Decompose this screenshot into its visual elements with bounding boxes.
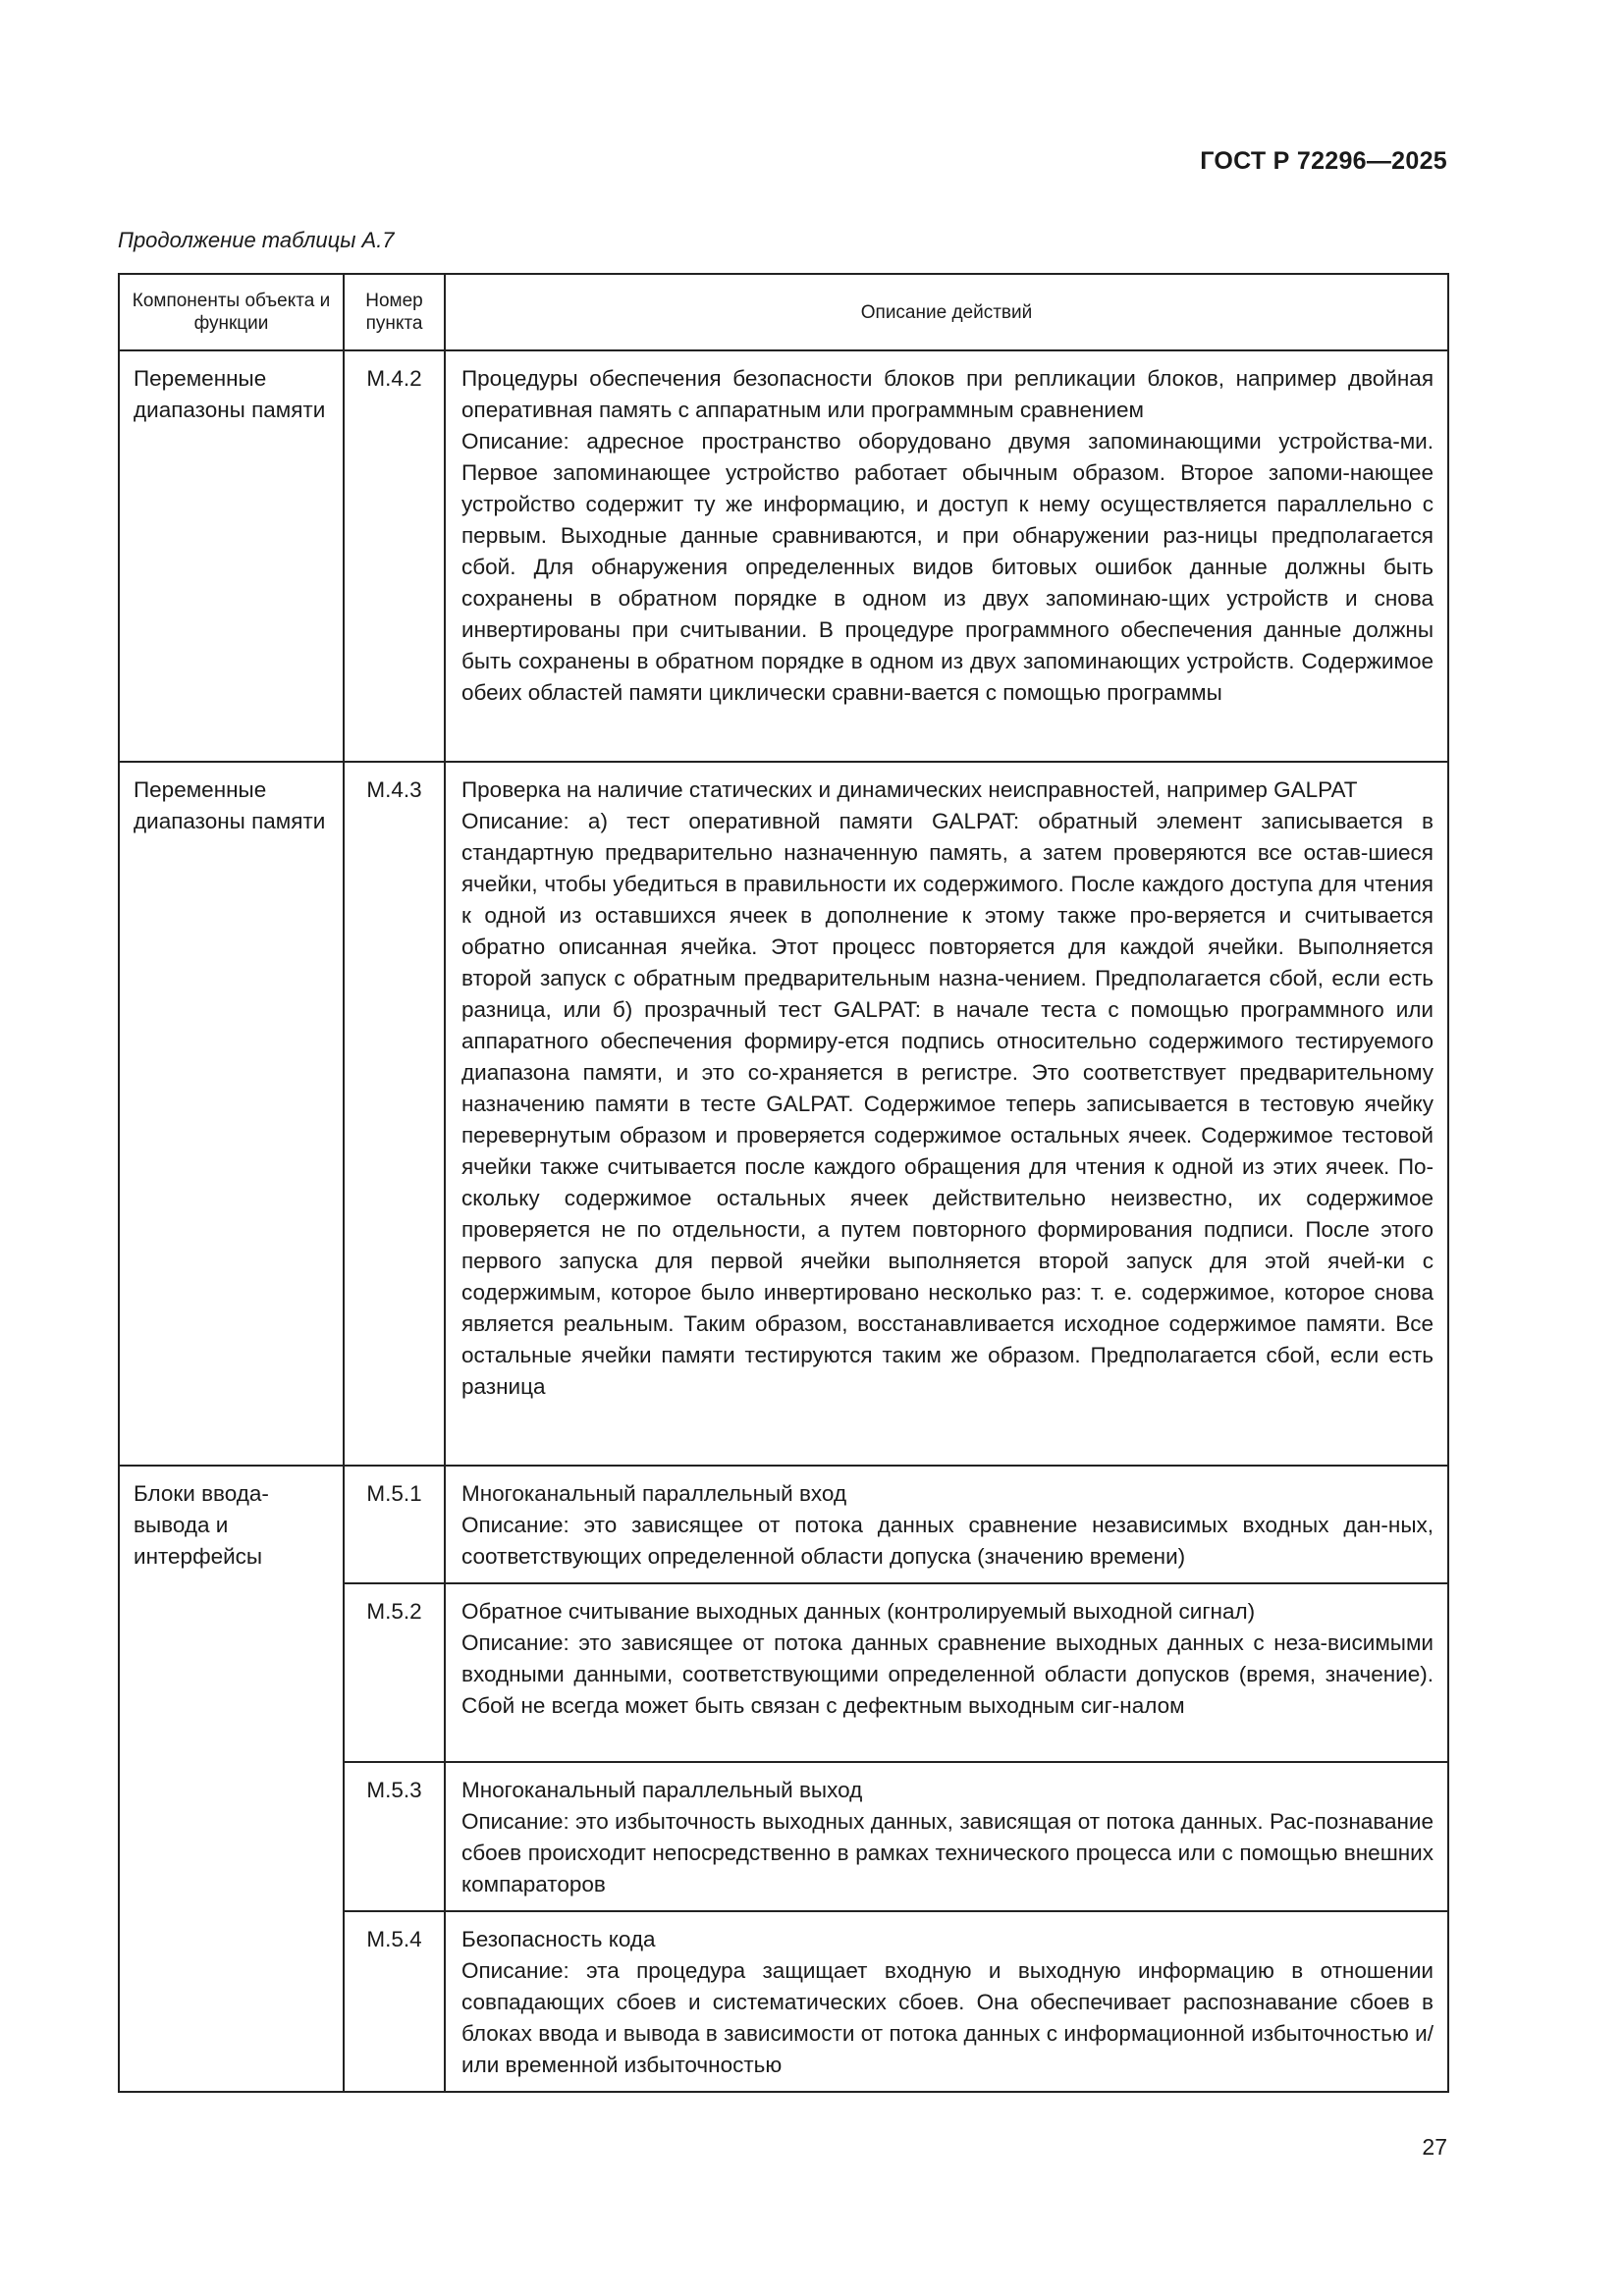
description-cell xyxy=(445,1762,1448,1911)
description-title: Обратное считывание выходных данных (контролируемый выходной сигнал) xyxy=(461,1599,1256,1624)
description-cell xyxy=(445,1466,1448,1583)
description-cell xyxy=(445,1911,1448,2092)
header-number: Номер пункта xyxy=(344,274,445,350)
component-cell: Переменные диапазоны памяти xyxy=(119,350,344,762)
description-title: Проверка на наличие статических и динамических неисправностей, например GALPAT xyxy=(461,777,1358,802)
table-row xyxy=(119,762,1448,1466)
description-cell xyxy=(445,762,1448,1466)
description-title: Многоканальный параллельный вход xyxy=(461,1481,847,1506)
component-cell: Переменные диапазоны памяти xyxy=(119,762,344,1466)
description-title: Многоканальный параллельный выход xyxy=(461,1778,863,1802)
table-row xyxy=(119,1466,1448,1583)
actions-table xyxy=(118,273,1449,2093)
item-number-cell: М.4.3 xyxy=(344,762,445,1466)
item-number-cell: М.5.1 xyxy=(344,1466,445,1583)
description-title: Безопасность кода xyxy=(461,1927,656,1951)
header-components: Компоненты объекта и функции xyxy=(119,274,344,350)
description-body: Описание: это избыточность выходных данных, зависящая от потока данных. Рас-познавание сбоев происходит непосредственно в рамках технического процесса или с помощью внешних компараторов xyxy=(461,1809,1434,1896)
item-number-cell: М.5.4 xyxy=(344,1911,445,2092)
standard-designation: ГОСТ Р 72296—2025 xyxy=(1200,147,1447,175)
description-cell xyxy=(445,350,1448,762)
table-row xyxy=(119,350,1448,762)
description-title: Процедуры обеспечения безопасности блоков при репликации блоков, например двойная оперативная память с аппаратным или программным сравнением xyxy=(461,366,1434,422)
item-number-cell: М.4.2 xyxy=(344,350,445,762)
table-header-row xyxy=(119,274,1448,350)
description-cell xyxy=(445,1583,1448,1762)
description-body: Описание: это зависящее от потока данных сравнение независимых входных дан-ных, соответствующих определенной области допуска (значению времени) xyxy=(461,1513,1434,1569)
page-number: 27 xyxy=(1422,2134,1447,2160)
description-body: Описание: эта процедура защищает входную и выходную информацию в отношении совпадающих сбоев и систематических сбоев. Она обеспечивает распознавание сбоев в блоках ввода и вывода в зависимости от потока данных с информационной избыточностью и/или временной избыточностью xyxy=(461,1958,1434,2077)
item-number-cell: М.5.2 xyxy=(344,1583,445,1762)
item-number-cell: М.5.3 xyxy=(344,1762,445,1911)
description-body: Описание: это зависящее от потока данных сравнение выходных данных с неза-висимыми входными данными, соответствующими определенной области допусков (время, значение). Сбой не всегда может быть связан с дефектным выходным сиг-налом xyxy=(461,1630,1434,1718)
table-caption: Продолжение таблицы А.7 xyxy=(118,228,395,252)
description-body: Описание: а) тест оперативной памяти GALPAT: обратный элемент записывается в стандартную предварительно назначенную память, а затем проверяются все остав-шиеся ячейки, чтобы убедиться в правильности их содержимого. После каждого доступа для чтения к одной из оставшихся ячеек в дополнение к этому также про-веряется и считывается обратно описанная ячейка. Этот процесс повторяется для каждой ячейки. Выполняется второй запуск с обратным предварительным назна-чением. Предполагается сбой, если есть разница, или б) прозрачный тест GALPAT: в начале теста с помощью программного или аппаратного обеспечения формиру-ется подпись относительно содержимого тестируемого диапазона памяти, и это со-храняется в регистре. Это соответствует предварительному назначению памяти в тесте GALPAT. Содержимое теперь записывается в тестовую ячейку перевернутым образом и проверяется содержимое остальных ячеек. Содержимое тестовой ячейки также считывается после каждого обращения для чтения к одной из этих ячеек. По-скольку содержимое остальных ячеек действительно неизвестно, их содержимое проверяется не по отдельности, а путем повторного формирования подписи. После этого первого запуска для первой ячейки выполняется второй запуск для этой ячей-ки с содержимым, которое было инвертировано несколько раз: т. е. содержимое, которое снова является реальным. Таким образом, восстанавливается исходное содержимое памяти. Все остальные ячейки памяти тестируются таким же образом. Предполагается сбой, если есть разница xyxy=(461,809,1434,1399)
component-cell: Блоки ввода-вывода и интерфейсы xyxy=(119,1466,344,2092)
header-description: Описание действий xyxy=(445,274,1448,350)
description-body: Описание: адресное пространство оборудовано двумя запоминающими устройства-ми. Первое запоминающее устройство работает обычным образом. Второе запоми-нающее устройство содержит ту же информацию, и доступ к нему осуществляется параллельно с первым. Выходные данные сравниваются, и при обнаружении раз-ницы предполагается сбой. Для обнаружения определенных видов битовых ошибок данные должны быть сохранены в обратном порядке в одном из двух запоминаю-щих устройств и снова инвертированы при считывании. В процедуре программного обеспечения данные должны быть сохранены в обратном порядке в одном из двух запоминающих устройств. Содержимое обеих областей памяти циклически сравни-вается с помощью программы xyxy=(461,429,1434,705)
